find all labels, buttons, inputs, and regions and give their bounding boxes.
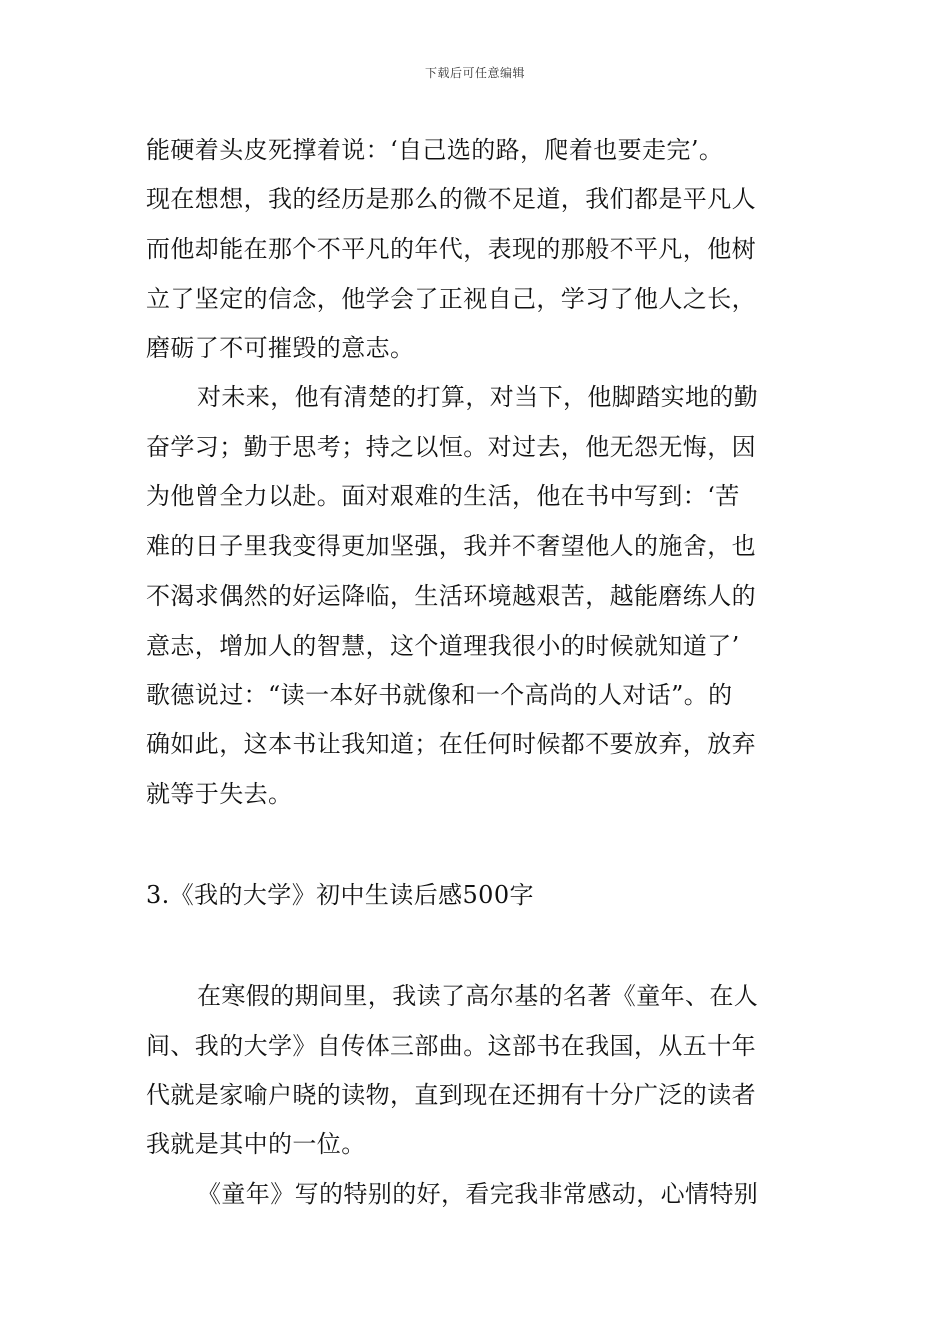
text-line: 在寒假的期间里，我读了高尔基的名著《童年、在人 <box>197 982 759 1010</box>
text-line: 而他却能在那个不平凡的年代，表现的那般不平凡，他树 <box>146 235 756 263</box>
text-line: 我就是其中的一位。 <box>146 1130 366 1158</box>
text-line: 立了坚定的信念，他学会了正视自己，学习了他人之长， <box>146 285 756 313</box>
text-line: 磨砺了不可摧毁的意志。 <box>146 334 415 362</box>
text-line: 对未来，他有清楚的打算，对当下，他脚踏实地的勤 <box>197 383 759 411</box>
text-line: 确如此，这本书让我知道；在任何时候都不要放弃，放弃 <box>146 730 756 758</box>
text-line: 奋学习；勤于思考；持之以恒。对过去，他无怨无悔，因 <box>146 433 756 461</box>
text-line: 不渴求偶然的好运降临，生活环境越艰苦，越能磨练人的 <box>146 582 756 610</box>
text-line: 《童年》写的特别的好，看完我非常感动，心情特别 <box>197 1180 759 1208</box>
section-heading: 3.《我的大学》初中生读后感500字 <box>146 881 534 909</box>
text-line: 代就是家喻户晓的读物，直到现在还拥有十分广泛的读者 <box>146 1081 756 1109</box>
text-line: 能硬着头皮死撑着说：‘自己选的路，爬着也要走完’。 <box>146 136 724 164</box>
page-header: 下载后可任意编辑 <box>424 66 525 80</box>
text-line: 为他曾全力以赴。面对艰难的生活，他在书中写到：‘苦 <box>146 482 740 510</box>
text-line: 间、我的大学》自传体三部曲。这部书在我国，从五十年 <box>146 1032 756 1060</box>
text-line: 就等于失去。 <box>146 780 293 808</box>
text-line: 现在想想，我的经历是那么的微不足道，我们都是平凡人 <box>146 185 756 213</box>
text-line: 意志，增加人的智慧，这个道理我很小的时候就知道了’ <box>146 632 740 660</box>
text-line: 难的日子里我变得更加坚强，我并不奢望他人的施舍，也 <box>146 532 756 560</box>
text-line: 歌德说过：“读一本好书就像和一个高尚的人对话”。的 <box>146 681 733 709</box>
